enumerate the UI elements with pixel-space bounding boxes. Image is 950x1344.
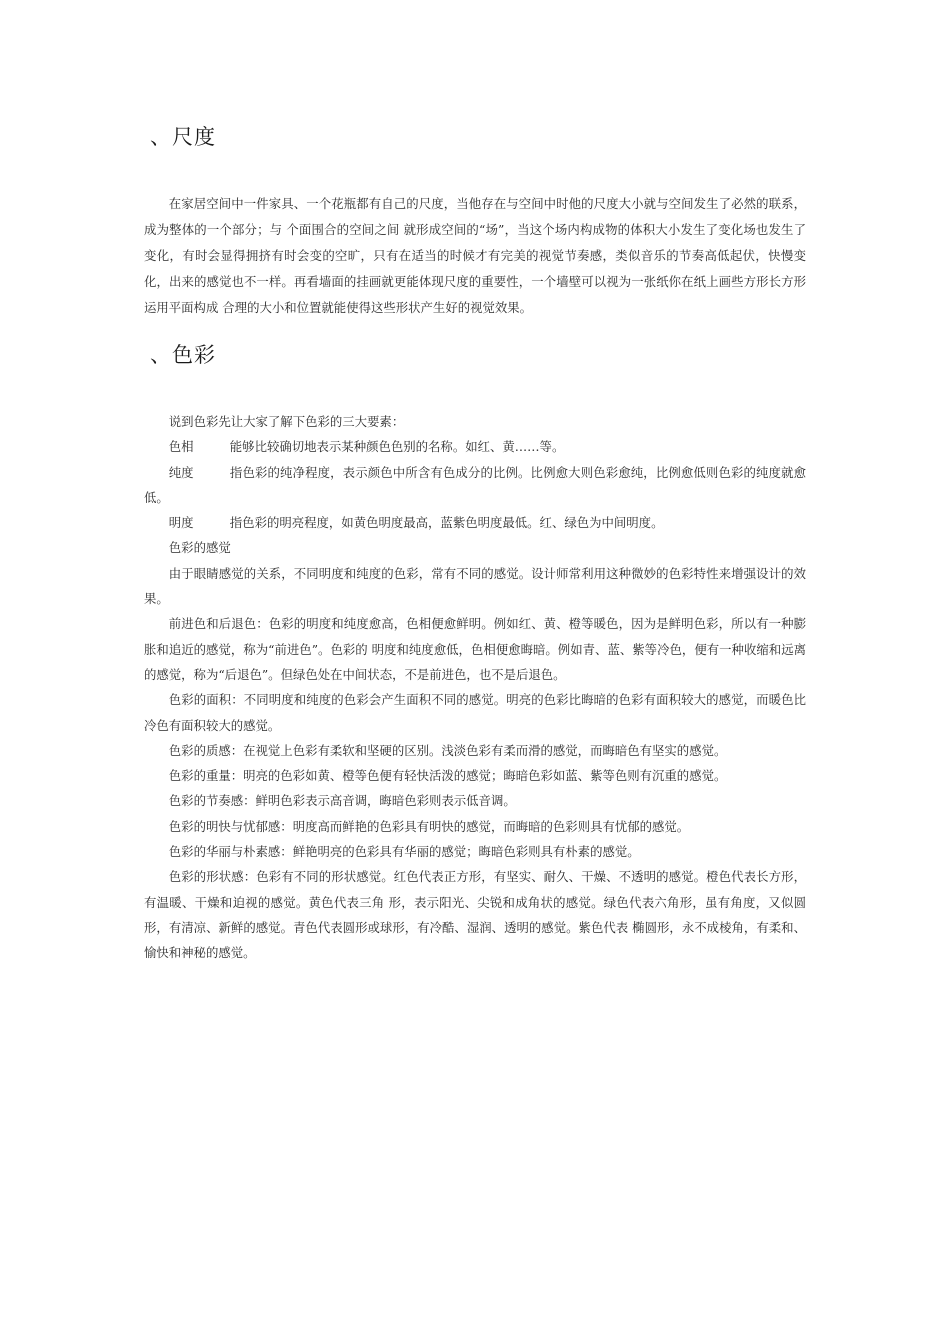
paragraph: 色彩的明快与忧郁感：明度高而鲜艳的色彩具有明快的感觉，而晦暗的色彩则具有忧郁的感觉。	[168, 818, 690, 834]
paragraph: 由于眼睛感觉的关系，不同明度和纯度的色彩，常有不同的感觉。设计师常利用这种微妙的色彩特性来增强设计的效果。	[144, 565, 806, 607]
element-brightness	[144, 510, 806, 535]
element-hue	[144, 434, 806, 459]
paragraph: 色彩的形状感：色彩有不同的形状感觉。红色代表正方形，有坚实、耐久、干燥、不透明的感觉。橙色代表长方形，有温暖、干燥和迫视的感觉。黄色代表三角 形，表示阳光、尖锐和成角状的感觉。绿色代表六角形，虽有角度，又似圆形，有清凉、新鲜的感觉。青色代表圆形或球形，有冷酷、湿润、透明的感觉。紫色代表 椭圆形，永不成棱角，有柔和、愉快和神秘的感觉。	[144, 869, 806, 961]
paragraph-scale: 在家居空间中一件家具、一个花瓶都有自己的尺度，当他存在与空间中时他的尺度大小就与空间发生了必然的联系，成为整体的一个部分；与 个面围合的空间之间 就形成空间的“场”，当这个场内构成物的体积大小发生了变化场也发生了变化，有时会显得拥挤有时会变的空旷，只有在适当的时候才有完美的视觉节奏感，类似音乐的节奏高低起伏，快慢变化，出来的感觉也不一样。再看墙面的挂画就更能体现尺度的重要性，一个墙壁可以视为一张纸你在纸上画些方形长方形运用平面构成 合理的大小和位置就能使得这些形状产生好的视觉效果。	[144, 196, 806, 315]
color-feeling-title: 色彩的感觉	[168, 540, 231, 556]
element-desc: 指色彩的明亮程度，如黄色明度最高，蓝紫色明度最低。红、绿色为中间明度。	[229, 515, 664, 531]
element-saturation	[144, 460, 806, 511]
paragraph: 色彩的节奏感：鲜明色彩表示高音调，晦暗色彩则表示低音调。	[168, 793, 516, 809]
paragraph: 前进色和后退色：色彩的明度和纯度愈高，色相便愈鲜明。例如红、黄、橙等暖色，因为是鲜明色彩，所以有一种膨胀和追近的感觉，称为“前进色”。色彩的 明度和纯度愈低，色相便愈晦暗。例如青、蓝、紫等冷色，便有一种收缩和远离的感觉，称为“后退色”。但绿色处在中间状态，不是前进色，也不是后退色。	[144, 616, 806, 682]
paragraph: 色彩的面积：不同明度和纯度的色彩会产生面积不同的感觉。明亮的色彩比晦暗的色彩有面积较大的感觉，而暖色比冷色有面积较大的感觉。	[144, 692, 806, 733]
paragraph: 色彩的重量：明亮的色彩如黄、橙等色便有轻快活泼的感觉；晦暗色彩如蓝、紫等色则有沉重的感觉。	[168, 768, 727, 784]
paragraph: 色彩的华丽与朴素感：鲜艳明亮的色彩具有华丽的感觉；晦暗色彩则具有朴素的感觉。	[168, 844, 640, 860]
section-heading-scale: 、尺度	[150, 125, 216, 149]
element-desc: 能够比较确切地表示某种颜色色别的名称。如红、黄……等。	[229, 439, 565, 455]
section-heading-color: 、色彩	[150, 343, 216, 367]
color-intro: 说到色彩先让大家了解下色彩的三大要素：	[168, 414, 405, 429]
element-term: 纯度	[168, 464, 194, 480]
element-term: 色相	[168, 439, 194, 455]
color-section-body	[144, 409, 806, 966]
element-desc: 指色彩的纯净程度，表示颜色中所含有色成分的比例。比例愈大则色彩愈纯，比例愈低则色彩的纯度就愈低。	[144, 464, 806, 505]
paragraph: 色彩的质感：在视觉上色彩有柔软和坚硬的区别。浅淡色彩有柔而滑的感觉，而晦暗色有坚实的感觉。	[168, 742, 727, 758]
element-term: 明度	[168, 515, 194, 531]
